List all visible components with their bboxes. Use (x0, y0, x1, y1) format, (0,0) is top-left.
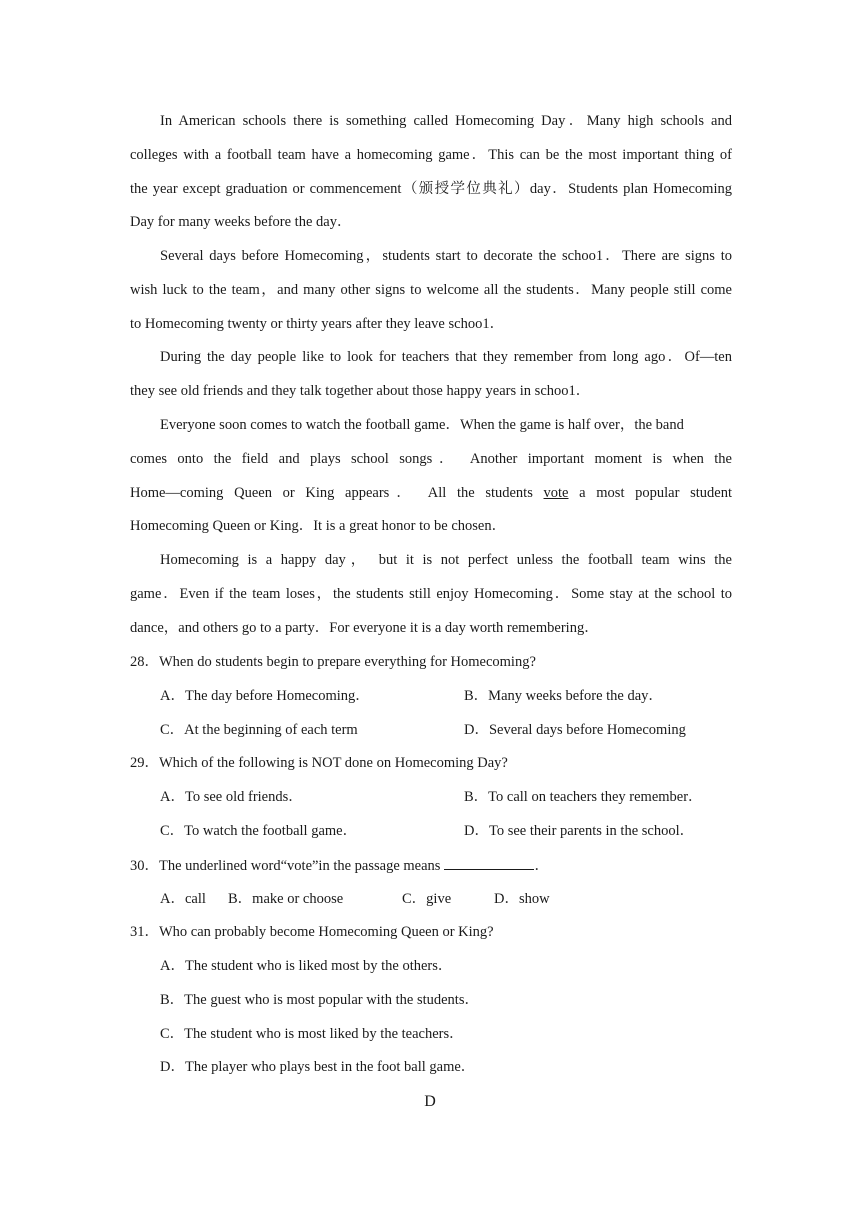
text-segment: Home—coming Queen or King appears． All the students (130, 484, 533, 501)
question-28-option-c: C．At the beginning of each term (160, 722, 358, 738)
question-stem-end: ． (534, 858, 549, 874)
question-30-option-a: A．call (160, 891, 206, 907)
text-line: wish luck to the team，and many other signs to welcome all the students．Many people still come (130, 281, 732, 298)
question-30-option-c: C．give (402, 891, 452, 907)
question-29-option-c: C．To watch the football game． (160, 823, 358, 839)
question-28-option-a: A．The day before Homecoming． (160, 688, 370, 704)
text-line-with-underline (130, 477, 732, 511)
text-line: game．Even if the team loses，the students still enjoy Homecoming．Some stay at the school to (130, 585, 732, 602)
passage-paragraph-1 (130, 105, 732, 240)
text-line: In American schools there is something called Homecoming Day．Many high schools and (160, 113, 732, 129)
question-29-option-a: A．To see old friends． (160, 789, 303, 805)
question-28-stem: 28．When do students begin to prepare everything for Homecoming? (130, 654, 536, 670)
question-28-option-d: D．Several days before Homecoming (464, 722, 686, 738)
text-line: colleges with a football team have a homecoming game．This can be the most important thing of (130, 146, 732, 163)
question-31-option-d: D．The player who plays best in the foot ball game． (160, 1059, 476, 1075)
text-line: comes onto the field and plays school songs． Another important moment is when the (130, 450, 732, 467)
question-30-stem (130, 855, 549, 876)
question-31-option-a: A．The student who is liked most by the others． (160, 958, 453, 974)
text-line: the year except graduation or commencement（颁授学位典礼）day．Students plan Homecoming (130, 180, 732, 197)
section-heading-d: D (424, 1093, 436, 1110)
question-stem-text: 30．The underlined word“vote”in the passage means (130, 858, 441, 874)
question-29-stem: 29．Which of the following is NOT done on Homecoming Day? (130, 755, 508, 771)
text-line: Everyone soon comes to watch the football game．When the game is half over，the band (160, 417, 684, 433)
question-29-option-b: B．To call on teachers they remember． (464, 789, 703, 805)
passage-paragraph-3 (130, 341, 732, 409)
question-30-option-d: D．show (494, 891, 550, 907)
text-line: During the day people like to look for teachers that they remember from long ago．Of—ten (160, 349, 732, 365)
text-line: Homecoming Queen or King．It is a great honor to be chosen． (130, 518, 507, 535)
question-30-option-b: B．make or choose (228, 891, 344, 907)
text-line: they see old friends and they talk together about those happy years in schoo1． (130, 382, 591, 399)
question-31-option-c: C．The student who is most liked by the teachers． (160, 1026, 464, 1042)
passage-paragraph-2 (130, 240, 732, 341)
underlined-word-vote: vote (543, 484, 569, 501)
question-31-option-b: B．The guest who is most popular with the students． (160, 992, 479, 1008)
question-31-stem: 31．Who can probably become Homecoming Queen or King? (130, 924, 494, 940)
text-segment: a most popular student (579, 484, 732, 501)
answer-blank (444, 855, 534, 870)
text-line: Several days before Homecoming，students start to decorate the schoo1．There are signs to (160, 248, 732, 264)
text-line: to Homecoming twenty or thirty years after they leave schoo1． (130, 315, 505, 332)
text-line: Homecoming is a happy day， but it is not perfect unless the football team wins the (160, 552, 732, 568)
question-28-option-b: B．Many weeks before the day． (464, 688, 663, 704)
text-line: dance，and others go to a party．For everyone it is a day worth remembering． (130, 619, 599, 636)
passage-paragraph-4 (130, 409, 732, 544)
passage-paragraph-5 (130, 544, 732, 645)
text-line: Day for many weeks before the day． (130, 214, 352, 231)
question-29-option-d: D．To see their parents in the school． (464, 823, 695, 839)
